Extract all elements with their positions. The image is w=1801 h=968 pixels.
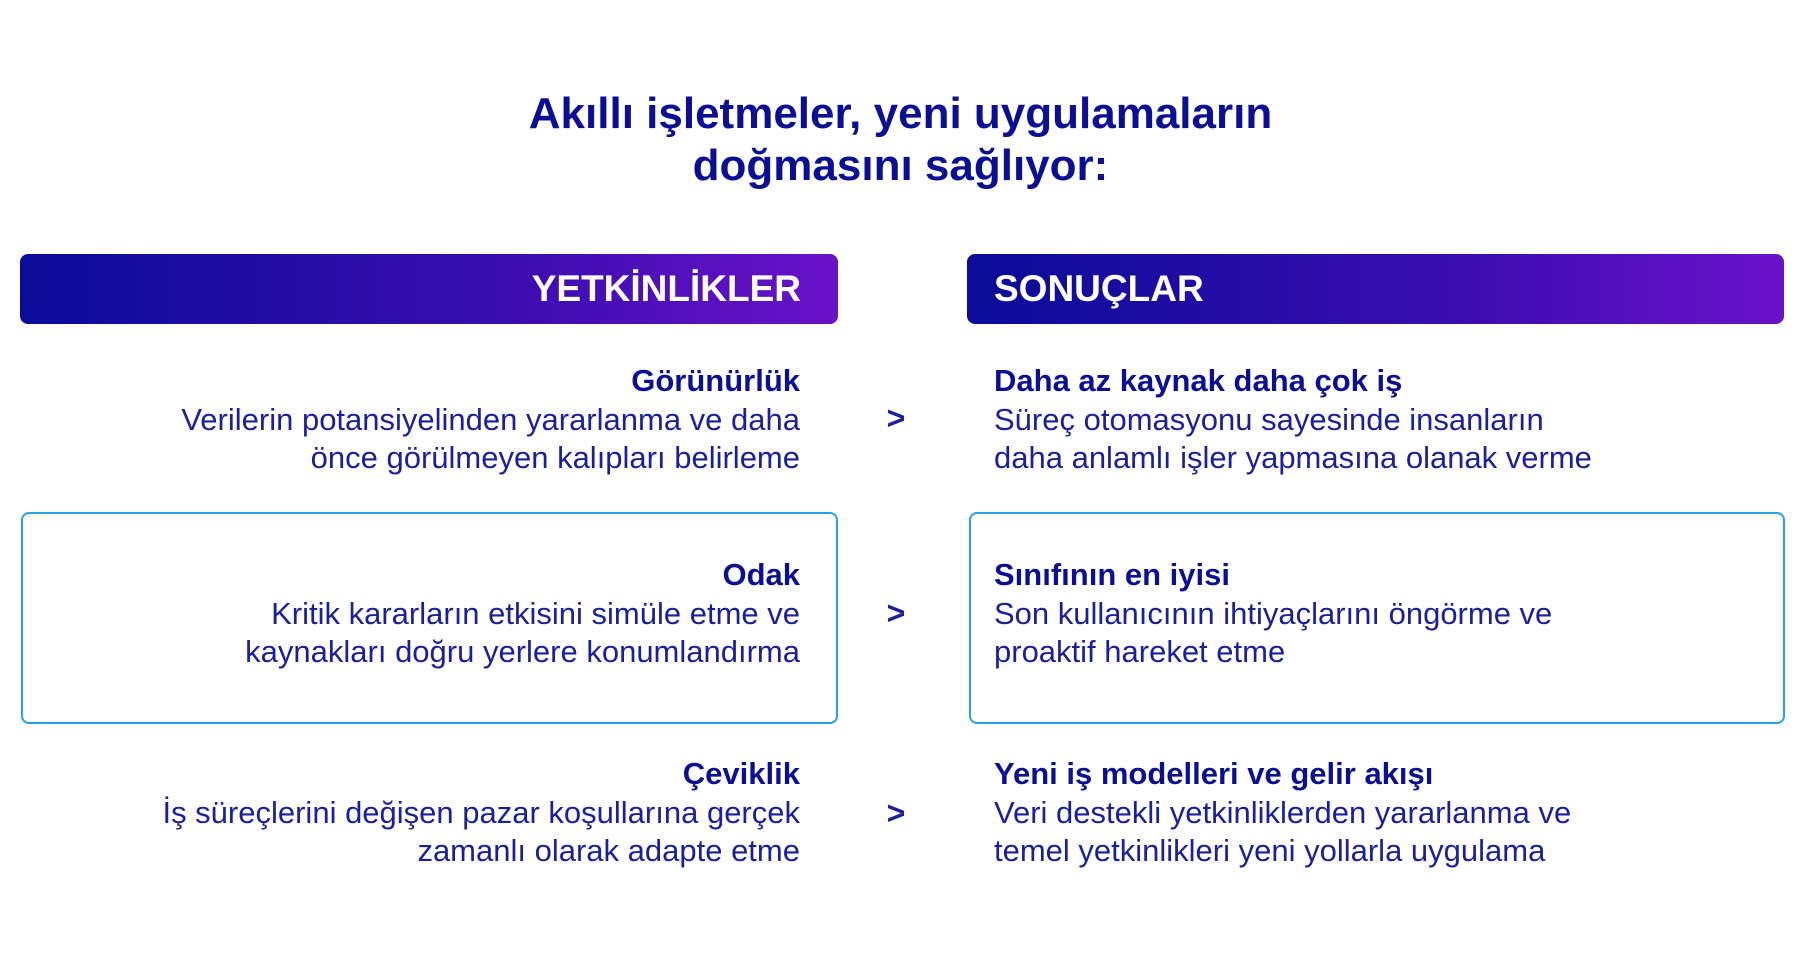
arrow-icon: > <box>886 795 906 831</box>
outcome-text-line: Süreç otomasyonu sayesinde insanların <box>994 402 1544 437</box>
capability-text-line: Kritik kararların etkisini simüle etme ve <box>271 596 800 631</box>
capability-title: Çeviklik <box>682 756 800 791</box>
outcome-more-work <box>994 361 1754 477</box>
outcome-text-line: Son kullanıcının ihtiyaçlarını öngörme ve <box>994 596 1553 631</box>
outcome-new-business-models <box>994 754 1754 870</box>
outcome-title: Sınıfının en iyisi <box>994 557 1230 592</box>
outcome-title: Yeni iş modelleri ve gelir akışı <box>994 756 1434 791</box>
header-outcomes: SONUÇLAR <box>967 254 1784 324</box>
row-focus <box>0 512 1801 724</box>
capability-text-line: Verilerin potansiyelinden yararlanma ve daha <box>181 402 800 437</box>
diagram-title <box>0 88 1801 192</box>
capability-text-line: kaynakları doğru yerlere konumlandırma <box>245 634 800 669</box>
capability-agility <box>60 754 800 870</box>
arrow-icon: > <box>886 595 906 631</box>
outcome-text-line: temel yetkinlikleri yeni yollarla uygulama <box>994 833 1546 868</box>
capability-text-line: İş süreçlerini değişen pazar koşullarına gerçek <box>162 795 800 830</box>
row-agility <box>0 754 1801 874</box>
outcome-text-line: daha anlamlı işler yapmasına olanak verme <box>994 440 1592 475</box>
outcome-text-line: Veri destekli yetkinliklerden yararlanma ve <box>994 795 1572 830</box>
title-line-1: Akıllı işletmeler, yeni uygulamaların <box>528 89 1273 138</box>
capability-text-line: zamanlı olarak adapte etme <box>417 833 800 868</box>
capability-focus <box>60 555 800 671</box>
row-visibility <box>0 361 1801 481</box>
capability-visibility <box>60 361 800 477</box>
arrow-icon: > <box>886 400 906 436</box>
header-capabilities: YETKİNLİKLER <box>20 254 838 324</box>
outcome-text-line: proaktif hareket etme <box>994 634 1286 669</box>
title-line-2: doğmasını sağlıyor: <box>692 141 1109 190</box>
outcome-title: Daha az kaynak daha çok iş <box>994 363 1403 398</box>
capability-title: Odak <box>722 557 800 592</box>
outcome-best-in-class <box>994 555 1754 671</box>
capability-title: Görünürlük <box>631 363 800 398</box>
capability-text-line: önce görülmeyen kalıpları belirleme <box>310 440 800 475</box>
